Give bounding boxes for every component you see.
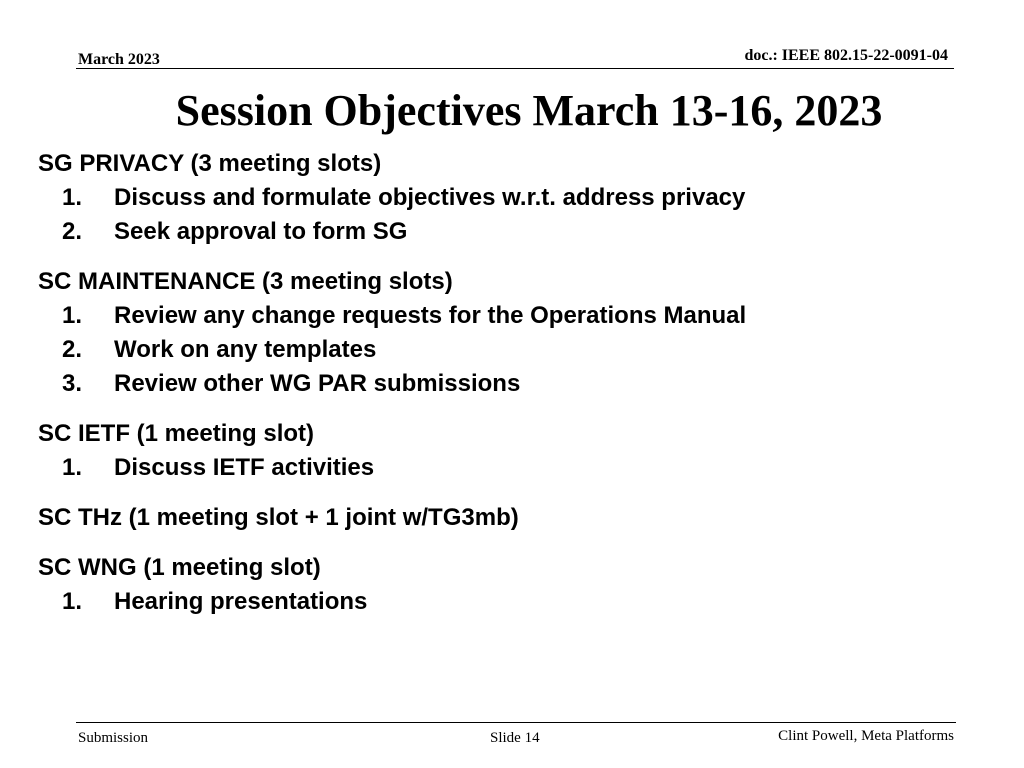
objective-item [38, 333, 978, 367]
objective-text: Discuss and formulate objectives w.r.t. address privacy [114, 184, 746, 211]
objective-section [38, 551, 978, 619]
objective-number: 2. [62, 336, 83, 363]
section-heading: SC THz (1 meeting slot + 1 joint w/TG3mb) [38, 504, 519, 531]
section-heading: SC WNG (1 meeting slot) [38, 554, 321, 581]
objective-list [38, 451, 978, 485]
objective-section [38, 417, 978, 485]
objective-text: Discuss IETF activities [114, 454, 375, 481]
objective-item [38, 181, 978, 215]
section-heading: SG PRIVACY (3 meeting slots) [38, 150, 382, 177]
objective-number: 1. [62, 588, 83, 615]
slide-body [38, 147, 978, 635]
objective-item [38, 451, 978, 485]
objective-number: 2. [62, 218, 83, 245]
slide-title: Session Objectives March 13-16, 2023 [175, 86, 883, 135]
header-doc-id: doc.: IEEE 802.15-22-0091-04 [744, 47, 948, 64]
objective-number: 1. [62, 184, 83, 211]
objective-item [38, 367, 978, 401]
footer-author: Clint Powell, Meta Platforms [778, 728, 954, 744]
objective-number: 1. [62, 302, 83, 329]
footer-divider [76, 722, 956, 723]
objective-item [38, 585, 978, 619]
footer-submission: Submission [78, 730, 149, 746]
objective-list [38, 585, 978, 619]
section-heading: SC IETF (1 meeting slot) [38, 420, 315, 447]
objective-number: 1. [62, 454, 83, 481]
objective-text: Review other WG PAR submissions [114, 370, 521, 397]
objective-text: Work on any templates [114, 336, 377, 363]
objective-text: Seek approval to form SG [114, 218, 408, 245]
objective-list [38, 181, 978, 249]
objective-section [38, 501, 978, 535]
objective-item [38, 215, 978, 249]
objective-number: 3. [62, 370, 83, 397]
objective-section [38, 147, 978, 249]
header-date: March 2023 [78, 51, 160, 68]
objective-list [38, 299, 978, 401]
objective-text: Review any change requests for the Operations Manual [114, 302, 747, 329]
objective-section [38, 265, 978, 401]
section-heading: SC MAINTENANCE (3 meeting slots) [38, 268, 453, 295]
objective-text: Hearing presentations [114, 588, 368, 615]
footer-slide-number: Slide 14 [490, 730, 540, 746]
header-divider [76, 68, 954, 69]
objective-item [38, 299, 978, 333]
